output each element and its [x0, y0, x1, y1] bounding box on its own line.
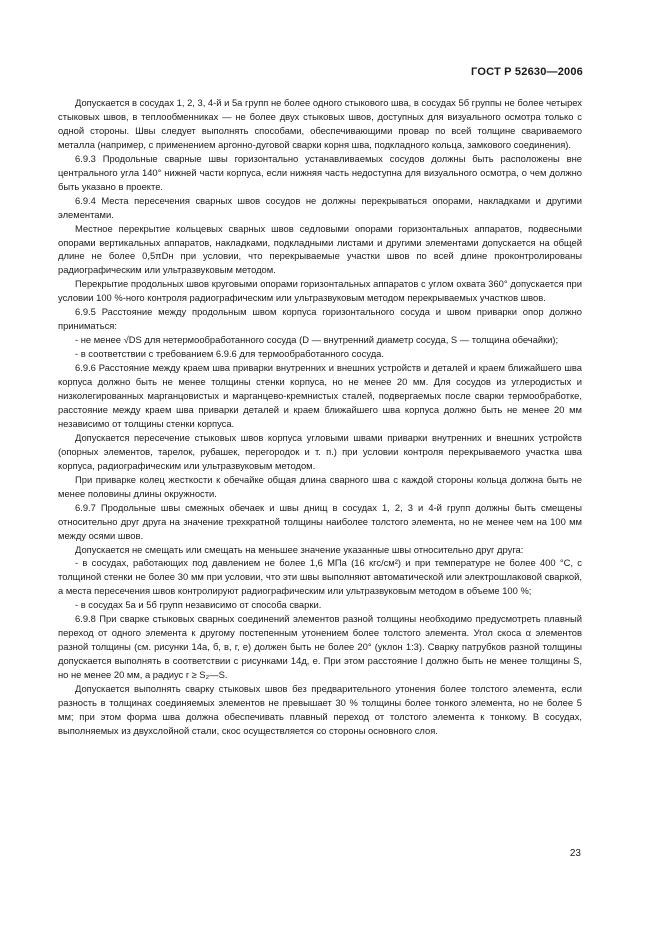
paragraph: 6.9.3 Продольные сварные швы горизонтально устанавливаемых сосудов должны быть расположены вне центрального угла 140° нижней части корпуса, если нижняя часть недоступна для визуального осмотра, о чем должно быть указано в проекте.	[58, 152, 582, 192]
paragraph: Допускается выполнять сварку стыковых швов без предварительного утонения более толстого элемента, если разность в толщинах соединяемых элементов не превышает 30 % толщины более тонкого элемента, но не более 5 мм; при этом форма шва должна обеспечивать плавный переход от толстого элемента к тонкому. В сосудах, выполняемых из двухслойной стали, скос осуществляется со стороны основного слоя.	[58, 683, 582, 736]
paragraph: 6.9.8 При сварке стыковых сварных соединений элементов разной толщины необходимо предусмотреть плавный переход от одного элемента к другому постепенным утонением более толстого элемента. Угол скоса α элементов разной толщины (см. рисунки 14а, б, в, г, е) должен быть не более 20° (уклон 1:3). Сварку патрубков разной толщины допускается выполнять в соответствии с рисунками 14д, е. При этом расстояние l должно быть не менее толщины S, но не менее 20 мм, а радиус r ≥ S₂—S.	[58, 613, 582, 681]
paragraph: 6.9.4 Места пересечения сварных швов сосудов не должны перекрываться опорами, накладками и другими элементами.	[58, 194, 582, 220]
paragraph: Местное перекрытие кольцевых сварных швов седловыми опорами горизонтальных аппаратов, подвесными опорами вертикальных аппаратов, накладками, подкладными листами и другими элементами допускается на общей длине не более 0,5πDн при условии, что перекрываемые участки швов по всей длине проконтролированы радиографическим или ультразвуковым методом.	[58, 222, 582, 276]
list-item: - в сосудах 5а и 5б групп независимо от способа сварки.	[75, 599, 322, 611]
list-item: - в сосудах, работающих под давлением не более 1,6 МПа (16 кгс/см²) и при температуре не более 400 °С, с толщиной стенки не более 30 мм при условии, что эти швы выполняют автоматической или электрошлаковой сваркой, а места пересечения швов контролируют радиографическим или ультразвуковым методом в объеме 100 %;	[58, 557, 582, 597]
paragraph: 6.9.5 Расстояние между продольным швом корпуса горизонтального сосуда и швом приварки опор должно приниматься:	[58, 306, 582, 332]
paragraph: Допускается пересечение стыковых швов корпуса угловыми швами приварки внутренних и внешних устройств (опорных элементов, тарелок, рубашек, перегородок и т. п.) при условии контроля перекрываемого участка шва корпуса, радиографическим или ультразвуковым методом.	[58, 431, 582, 471]
paragraph: Перекрытие продольных швов круговыми опорами горизонтальных аппаратов с углом охвата 360° допускается при условии 100 %-ного контроля радиографическим или ультразвуковым методом перекрываемых участков швов.	[58, 278, 582, 304]
document-header: ГОСТ Р 52630—2006	[471, 66, 583, 78]
document-body	[58, 96, 582, 738]
page-number: 23	[569, 848, 581, 859]
paragraph: При приварке колец жесткости к обечайке общая длина сварного шва с каждой стороны кольца должна быть не менее половины длины окружности.	[58, 473, 582, 499]
list-item: - в соответствии с требованием 6.9.6 для термообработанного сосуда.	[75, 348, 384, 360]
paragraph: Допускается в сосудах 1, 2, 3, 4-й и 5а групп не более одного стыкового шва, в сосудах 5б группы не более четырех стыковых швов, в теплообменниках — не более двух стыковых швов, доступных для визуального осмотра только с одной стороны. Швы следует выполнять способами, обеспечивающими провар по всей толщине свариваемого металла (например, с применением аргонно-дуговой сварки корня шва, подкладного кольца, замкового соединения).	[58, 97, 582, 150]
paragraph: 6.9.7 Продольные швы смежных обечаек и швы днищ в сосудах 1, 2, 3 и 4-й групп должны быть смещены относительно друг друга на значение трехкратной толщины наиболее толстого элемента, но не менее чем на 100 мм между осями швов.	[58, 501, 582, 541]
paragraph: 6.9.6 Расстояние между краем шва приварки внутренних и внешних устройств и деталей и краем ближайшего шва корпуса должно быть не менее толщины стенки корпуса, но не менее 20 мм. Для сосудов из углеродистых и низколегированных марганцовистых и марганцево-кремнистых сталей, подвергаемых после сварки термообработке, расстояние между краем шва приварки деталей и краем ближайшего шва корпуса должно быть не менее 20 мм независимо от толщины стенки корпуса.	[58, 362, 582, 429]
list-item: - не менее √DS для нетермообработанного сосуда (D — внутренний диаметр сосуда, S — толщина обечайки);	[75, 334, 559, 346]
paragraph: Допускается не смещать или смещать на меньшее значение указанные швы относительно друг друга:	[75, 543, 524, 555]
